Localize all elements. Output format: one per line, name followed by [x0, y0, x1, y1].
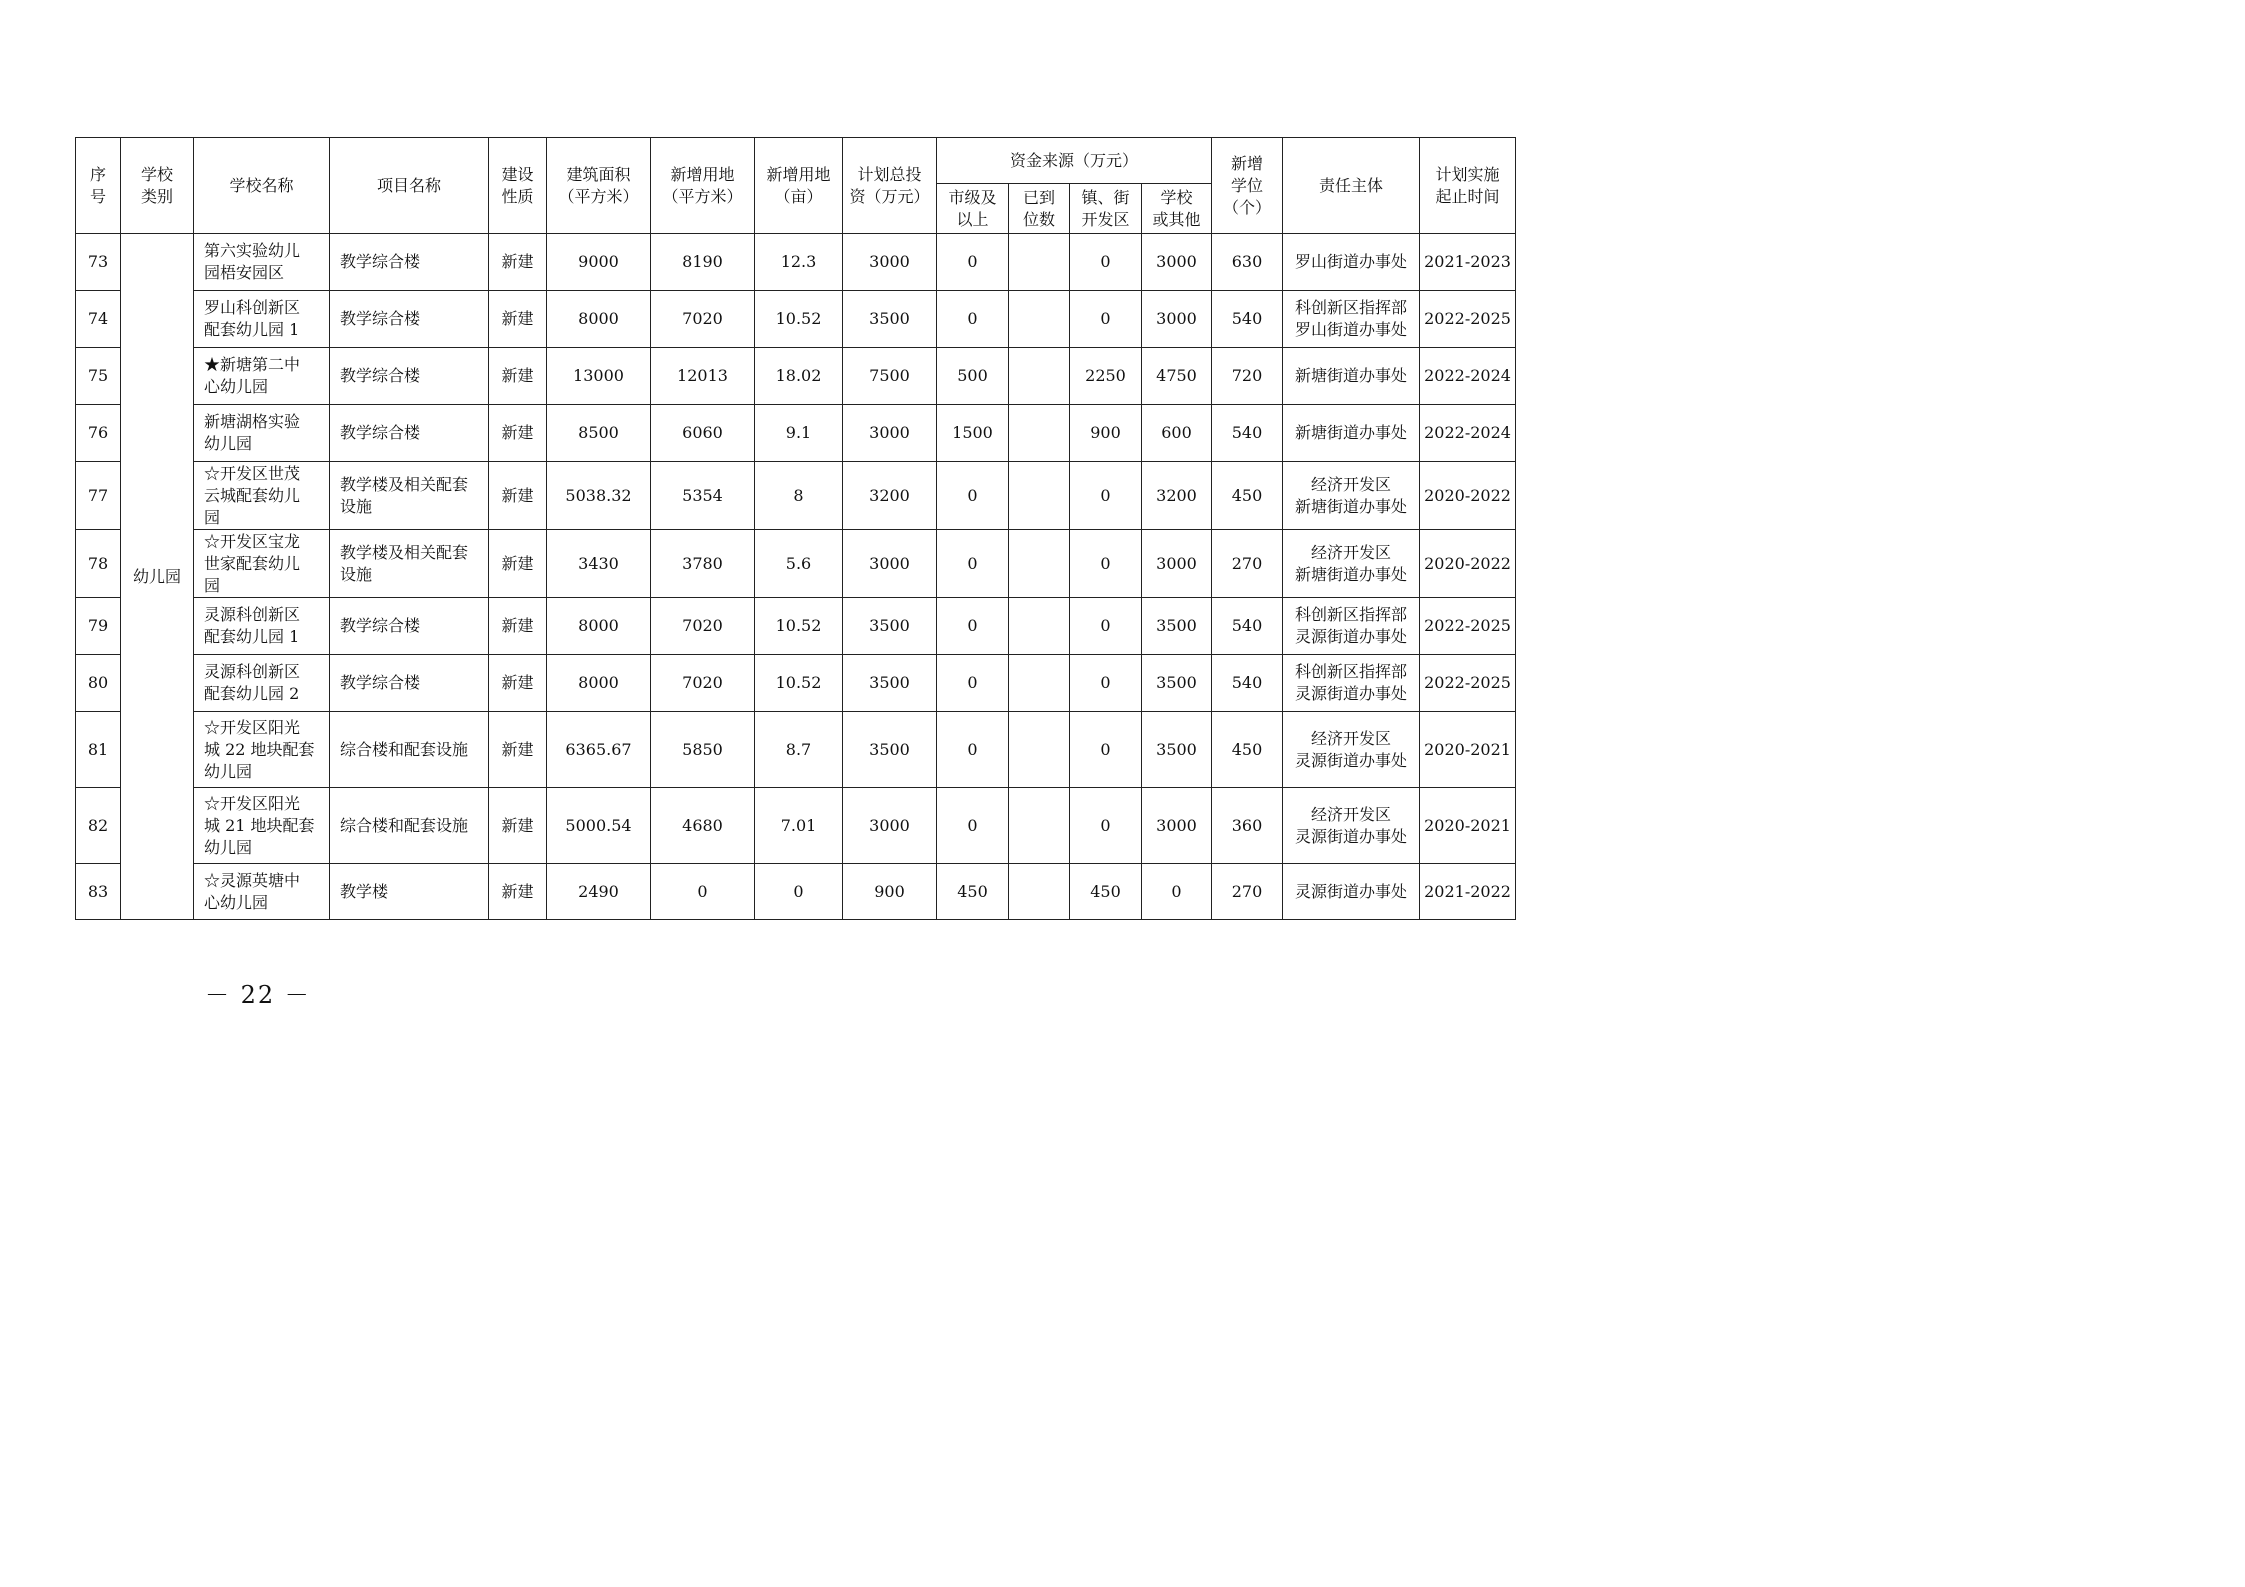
funding-town-cell: 0	[1070, 712, 1142, 788]
funding-school-cell: 3200	[1142, 462, 1212, 530]
school-name-cell: ☆开发区世茂 云城配套幼儿 园	[194, 462, 330, 530]
funding-town-cell: 450	[1070, 864, 1142, 920]
new-land-mu-cell: 10.52	[755, 598, 843, 655]
new-land-mu-cell: 5.6	[755, 530, 843, 598]
new-land-m2-cell: 12013	[651, 348, 755, 405]
floor-area-cell: 2490	[547, 864, 651, 920]
floor-area-cell: 8000	[547, 291, 651, 348]
table-row	[76, 348, 1516, 405]
funding-received-cell	[1009, 712, 1070, 788]
header-row-1	[76, 138, 1516, 184]
nature-cell: 新建	[489, 348, 547, 405]
responsible-cell: 经济开发区 新塘街道办事处	[1283, 530, 1420, 598]
responsible-cell: 科创新区指挥部 灵源街道办事处	[1283, 655, 1420, 712]
floor-area-cell: 3430	[547, 530, 651, 598]
seq-cell: 75	[76, 348, 121, 405]
project-name-cell: 教学综合楼	[330, 291, 489, 348]
funding-town-cell: 0	[1070, 655, 1142, 712]
funding-received-cell	[1009, 348, 1070, 405]
school-name-cell: 灵源科创新区 配套幼儿园 2	[194, 655, 330, 712]
header-project-name: 项目名称	[330, 138, 489, 234]
period-cell: 2022-2024	[1420, 348, 1516, 405]
responsible-cell: 经济开发区 灵源街道办事处	[1283, 712, 1420, 788]
total-investment-cell: 3000	[843, 788, 937, 864]
funding-school-cell: 3500	[1142, 598, 1212, 655]
seq-cell: 76	[76, 405, 121, 462]
new-seats-cell: 540	[1212, 598, 1283, 655]
new-land-m2-cell: 0	[651, 864, 755, 920]
funding-town-cell: 0	[1070, 291, 1142, 348]
table-row	[76, 864, 1516, 920]
page-number: － 22 －	[205, 981, 311, 1009]
responsible-cell: 新塘街道办事处	[1283, 405, 1420, 462]
responsible-cell: 科创新区指挥部 灵源街道办事处	[1283, 598, 1420, 655]
floor-area-cell: 8000	[547, 598, 651, 655]
new-land-mu-cell: 10.52	[755, 655, 843, 712]
new-seats-cell: 270	[1212, 864, 1283, 920]
new-seats-cell: 720	[1212, 348, 1283, 405]
funding-received-cell	[1009, 788, 1070, 864]
funding-school-cell: 0	[1142, 864, 1212, 920]
school-name-cell: ★新塘第二中 心幼儿园	[194, 348, 330, 405]
total-investment-cell: 3000	[843, 530, 937, 598]
funding-city-cell: 0	[937, 598, 1009, 655]
funding-city-cell: 1500	[937, 405, 1009, 462]
period-cell: 2021-2023	[1420, 234, 1516, 291]
nature-cell: 新建	[489, 712, 547, 788]
funding-town-cell: 2250	[1070, 348, 1142, 405]
seq-cell: 79	[76, 598, 121, 655]
project-name-cell: 教学楼及相关配套 设施	[330, 462, 489, 530]
funding-received-cell	[1009, 462, 1070, 530]
total-investment-cell: 3500	[843, 291, 937, 348]
period-cell: 2022-2025	[1420, 655, 1516, 712]
funding-school-cell: 3000	[1142, 530, 1212, 598]
funding-town-cell: 0	[1070, 788, 1142, 864]
new-land-mu-cell: 7.01	[755, 788, 843, 864]
table-row	[76, 462, 1516, 530]
total-investment-cell: 3000	[843, 405, 937, 462]
funding-received-cell	[1009, 864, 1070, 920]
funding-town-cell: 0	[1070, 234, 1142, 291]
funding-received-cell	[1009, 291, 1070, 348]
project-name-cell: 综合楼和配套设施	[330, 712, 489, 788]
new-land-m2-cell: 7020	[651, 598, 755, 655]
table-row	[76, 712, 1516, 788]
new-seats-cell: 540	[1212, 405, 1283, 462]
period-cell: 2022-2025	[1420, 598, 1516, 655]
new-land-m2-cell: 4680	[651, 788, 755, 864]
total-investment-cell: 3000	[843, 234, 937, 291]
funding-town-cell: 0	[1070, 598, 1142, 655]
new-land-mu-cell: 8.7	[755, 712, 843, 788]
school-name-cell: ☆开发区阳光 城 21 地块配套 幼儿园	[194, 788, 330, 864]
floor-area-cell: 6365.67	[547, 712, 651, 788]
header-funding-school: 学校 或其他	[1142, 184, 1212, 234]
seq-cell: 82	[76, 788, 121, 864]
new-land-mu-cell: 12.3	[755, 234, 843, 291]
funding-town-cell: 0	[1070, 530, 1142, 598]
new-seats-cell: 450	[1212, 712, 1283, 788]
header-funding-received: 已到 位数	[1009, 184, 1070, 234]
period-cell: 2020-2022	[1420, 530, 1516, 598]
funding-received-cell	[1009, 530, 1070, 598]
nature-cell: 新建	[489, 291, 547, 348]
new-seats-cell: 450	[1212, 462, 1283, 530]
funding-received-cell	[1009, 598, 1070, 655]
nature-cell: 新建	[489, 234, 547, 291]
funding-school-cell: 600	[1142, 405, 1212, 462]
new-land-mu-cell: 8	[755, 462, 843, 530]
funding-city-cell: 0	[937, 530, 1009, 598]
new-land-m2-cell: 3780	[651, 530, 755, 598]
funding-received-cell	[1009, 655, 1070, 712]
project-name-cell: 教学综合楼	[330, 405, 489, 462]
nature-cell: 新建	[489, 405, 547, 462]
nature-cell: 新建	[489, 655, 547, 712]
floor-area-cell: 5038.32	[547, 462, 651, 530]
nature-cell: 新建	[489, 864, 547, 920]
seq-cell: 78	[76, 530, 121, 598]
total-investment-cell: 7500	[843, 348, 937, 405]
floor-area-cell: 8000	[547, 655, 651, 712]
funding-city-cell: 0	[937, 655, 1009, 712]
responsible-cell: 经济开发区 新塘街道办事处	[1283, 462, 1420, 530]
school-name-cell: ☆灵源英塘中 心幼儿园	[194, 864, 330, 920]
funding-received-cell	[1009, 405, 1070, 462]
nature-cell: 新建	[489, 530, 547, 598]
header-nature: 建设 性质	[489, 138, 547, 234]
funding-city-cell: 0	[937, 462, 1009, 530]
school-name-cell: 第六实验幼儿 园梧安园区	[194, 234, 330, 291]
funding-school-cell: 3000	[1142, 234, 1212, 291]
responsible-cell: 科创新区指挥部 罗山街道办事处	[1283, 291, 1420, 348]
total-investment-cell: 3500	[843, 598, 937, 655]
new-land-mu-cell: 9.1	[755, 405, 843, 462]
responsible-cell: 罗山街道办事处	[1283, 234, 1420, 291]
new-land-m2-cell: 6060	[651, 405, 755, 462]
total-investment-cell: 3200	[843, 462, 937, 530]
total-investment-cell: 900	[843, 864, 937, 920]
project-name-cell: 教学楼	[330, 864, 489, 920]
funding-received-cell	[1009, 234, 1070, 291]
header-funding-city: 市级及 以上	[937, 184, 1009, 234]
funding-city-cell: 0	[937, 788, 1009, 864]
table-row	[76, 405, 1516, 462]
funding-city-cell: 0	[937, 712, 1009, 788]
funding-city-cell: 450	[937, 864, 1009, 920]
header-school-type: 学校 类别	[121, 138, 194, 234]
nature-cell: 新建	[489, 788, 547, 864]
project-name-cell: 教学综合楼	[330, 234, 489, 291]
funding-town-cell: 0	[1070, 462, 1142, 530]
seq-cell: 80	[76, 655, 121, 712]
funding-town-cell: 900	[1070, 405, 1142, 462]
category-cell: 幼儿园	[121, 234, 194, 920]
school-name-cell: ☆开发区宝龙 世家配套幼儿 园	[194, 530, 330, 598]
period-cell: 2020-2022	[1420, 462, 1516, 530]
new-land-m2-cell: 7020	[651, 291, 755, 348]
new-land-m2-cell: 5354	[651, 462, 755, 530]
new-seats-cell: 630	[1212, 234, 1283, 291]
header-seq: 序 号	[76, 138, 121, 234]
school-name-cell: 罗山科创新区 配套幼儿园 1	[194, 291, 330, 348]
period-cell: 2021-2022	[1420, 864, 1516, 920]
table-row	[76, 234, 1516, 291]
header-total-investment: 计划总投 资（万元）	[843, 138, 937, 234]
nature-cell: 新建	[489, 598, 547, 655]
period-cell: 2022-2025	[1420, 291, 1516, 348]
funding-city-cell: 0	[937, 234, 1009, 291]
school-name-cell: 新塘湖格实验 幼儿园	[194, 405, 330, 462]
floor-area-cell: 9000	[547, 234, 651, 291]
funding-school-cell: 4750	[1142, 348, 1212, 405]
floor-area-cell: 5000.54	[547, 788, 651, 864]
project-name-cell: 教学楼及相关配套 设施	[330, 530, 489, 598]
new-seats-cell: 270	[1212, 530, 1283, 598]
funding-city-cell: 0	[937, 291, 1009, 348]
header-school-name: 学校名称	[194, 138, 330, 234]
floor-area-cell: 13000	[547, 348, 651, 405]
period-cell: 2020-2021	[1420, 788, 1516, 864]
new-land-m2-cell: 7020	[651, 655, 755, 712]
new-land-mu-cell: 10.52	[755, 291, 843, 348]
funding-city-cell: 500	[937, 348, 1009, 405]
seq-cell: 83	[76, 864, 121, 920]
new-land-mu-cell: 18.02	[755, 348, 843, 405]
seq-cell: 74	[76, 291, 121, 348]
project-table	[75, 137, 1516, 920]
period-cell: 2022-2024	[1420, 405, 1516, 462]
funding-school-cell: 3000	[1142, 291, 1212, 348]
header-new-land-m2: 新增用地 （平方米）	[651, 138, 755, 234]
header-new-land-mu: 新增用地 （亩）	[755, 138, 843, 234]
header-new-seats: 新增 学位 （个）	[1212, 138, 1283, 234]
total-investment-cell: 3500	[843, 655, 937, 712]
new-seats-cell: 540	[1212, 655, 1283, 712]
new-seats-cell: 540	[1212, 291, 1283, 348]
table-row	[76, 788, 1516, 864]
new-land-m2-cell: 8190	[651, 234, 755, 291]
responsible-cell: 新塘街道办事处	[1283, 348, 1420, 405]
header-funding-source: 资金来源（万元）	[937, 138, 1212, 184]
funding-school-cell: 3000	[1142, 788, 1212, 864]
funding-school-cell: 3500	[1142, 712, 1212, 788]
project-name-cell: 教学综合楼	[330, 655, 489, 712]
school-name-cell: 灵源科创新区 配套幼儿园 1	[194, 598, 330, 655]
header-responsible: 责任主体	[1283, 138, 1420, 234]
nature-cell: 新建	[489, 462, 547, 530]
project-name-cell: 综合楼和配套设施	[330, 788, 489, 864]
table-row	[76, 655, 1516, 712]
table-row	[76, 291, 1516, 348]
responsible-cell: 经济开发区 灵源街道办事处	[1283, 788, 1420, 864]
table-body	[76, 234, 1516, 920]
new-land-m2-cell: 5850	[651, 712, 755, 788]
header-funding-town: 镇、街 开发区	[1070, 184, 1142, 234]
new-seats-cell: 360	[1212, 788, 1283, 864]
school-name-cell: ☆开发区阳光 城 22 地块配套 幼儿园	[194, 712, 330, 788]
seq-cell: 77	[76, 462, 121, 530]
table-row	[76, 598, 1516, 655]
total-investment-cell: 3500	[843, 712, 937, 788]
responsible-cell: 灵源街道办事处	[1283, 864, 1420, 920]
header-floor-area: 建筑面积 （平方米）	[547, 138, 651, 234]
seq-cell: 73	[76, 234, 121, 291]
period-cell: 2020-2021	[1420, 712, 1516, 788]
header-period: 计划实施 起止时间	[1420, 138, 1516, 234]
new-land-mu-cell: 0	[755, 864, 843, 920]
seq-cell: 81	[76, 712, 121, 788]
project-name-cell: 教学综合楼	[330, 598, 489, 655]
funding-school-cell: 3500	[1142, 655, 1212, 712]
project-name-cell: 教学综合楼	[330, 348, 489, 405]
table-row	[76, 530, 1516, 598]
floor-area-cell: 8500	[547, 405, 651, 462]
